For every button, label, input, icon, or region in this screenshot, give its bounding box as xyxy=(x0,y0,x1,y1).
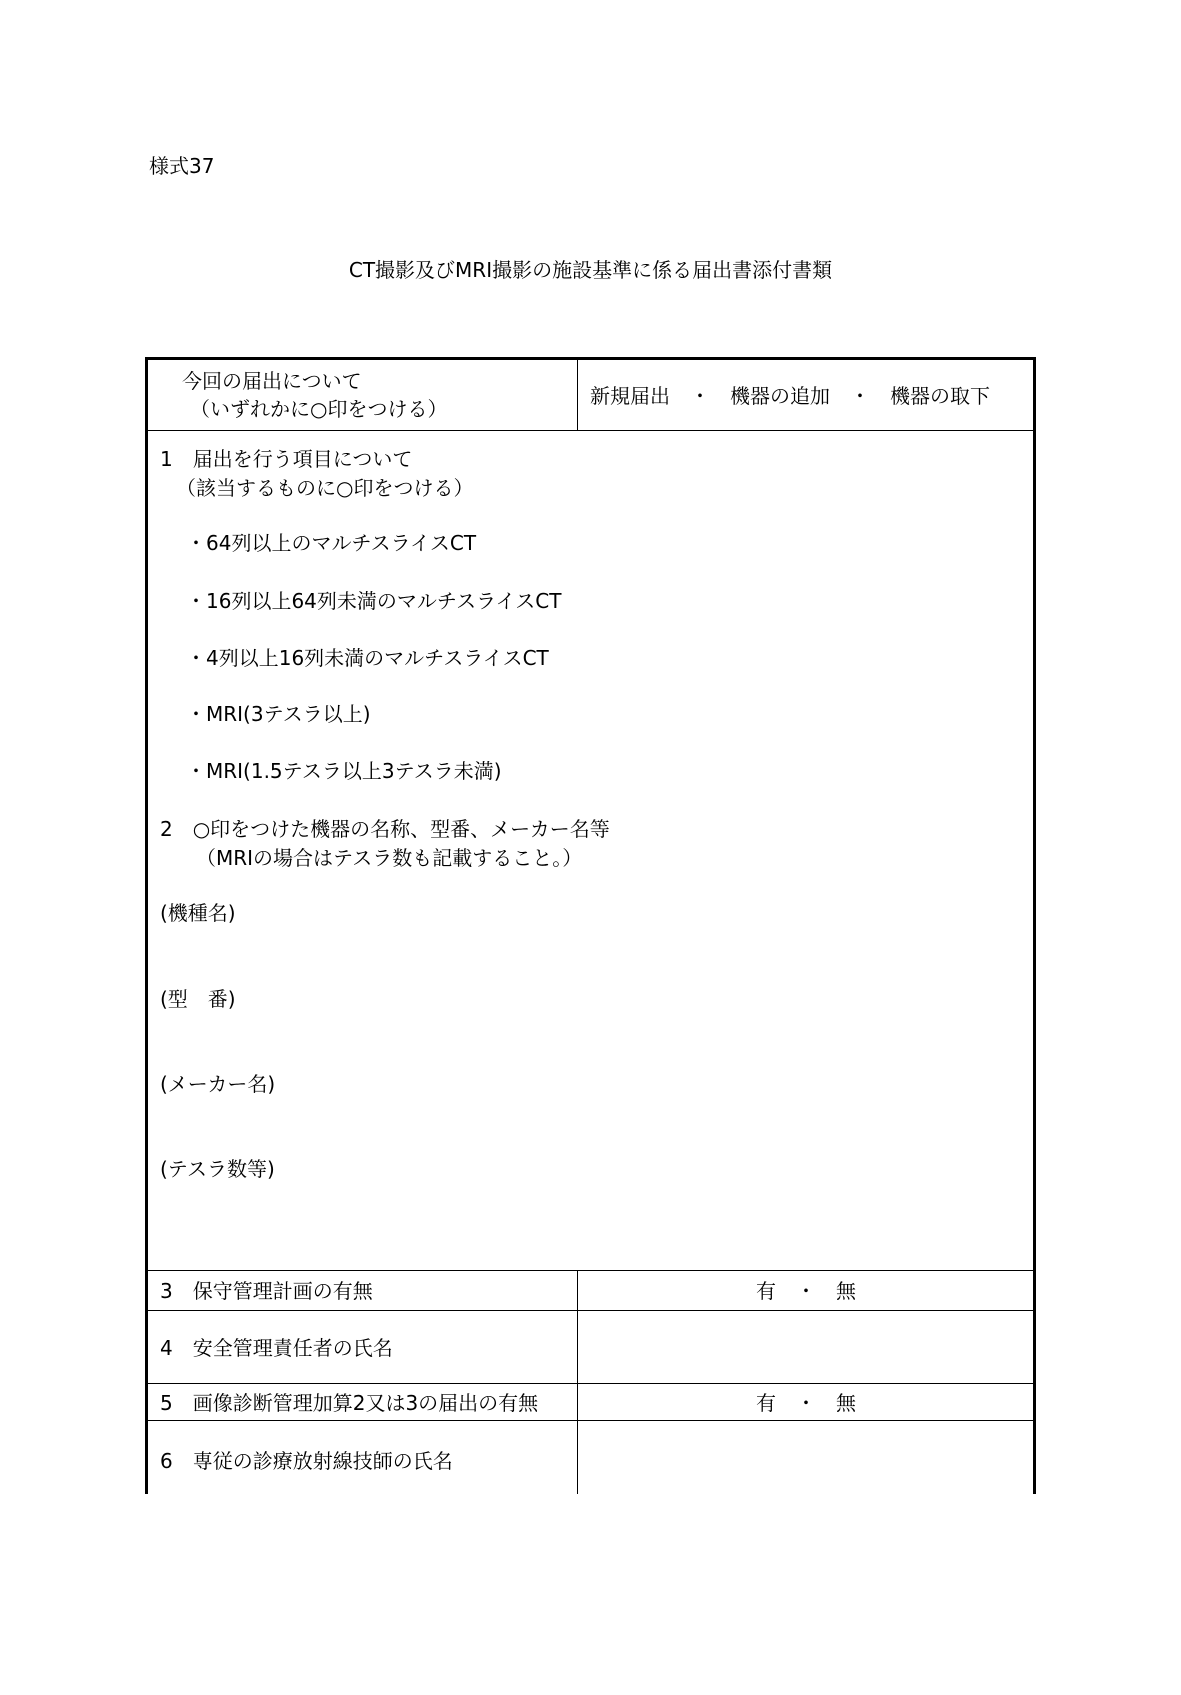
section2-heading: 2 ○印をつけた機器の名称、型番、メーカー名等 xyxy=(160,817,610,841)
mri-option-3t[interactable]: ・MRI(3テスラ以上) xyxy=(186,702,371,726)
row4-label: 4 安全管理責任者の氏名 xyxy=(160,1336,393,1360)
table-right-border xyxy=(1033,357,1036,1494)
section1-heading: 1 届出を行う項目について xyxy=(160,447,413,471)
field-model-number[interactable]: (型 番) xyxy=(160,987,236,1011)
row5-value[interactable]: 有 ・ 無 xyxy=(756,1391,856,1415)
table-left-border xyxy=(145,357,148,1494)
header-options[interactable]: 新規届出 ・ 機器の追加 ・ 機器の取下 xyxy=(590,384,990,408)
row-divider xyxy=(146,1270,1034,1271)
row-divider xyxy=(146,430,1034,431)
row6-label: 6 専従の診療放射線技師の氏名 xyxy=(160,1449,453,1473)
ct-option-4-16[interactable]: ・4列以上16列未満のマルチスライスCT xyxy=(186,646,549,670)
row3-label: 3 保守管理計画の有無 xyxy=(160,1279,373,1303)
header-label-line1: 今回の届出について xyxy=(182,369,362,393)
section1-subheading: （該当するものに○印をつける） xyxy=(176,476,474,500)
section2-subheading: （MRIの場合はテスラ数も記載すること。） xyxy=(196,846,583,870)
row-divider xyxy=(146,1310,1034,1311)
ct-option-16-64[interactable]: ・16列以上64列未満のマルチスライスCT xyxy=(186,589,562,613)
document-title: CT撮影及びMRI撮影の施設基準に係る届出書添付書類 xyxy=(348,258,833,282)
column-divider xyxy=(577,1270,578,1494)
field-tesla[interactable]: (テスラ数等) xyxy=(160,1157,275,1181)
ct-option-64[interactable]: ・64列以上のマルチスライスCT xyxy=(186,531,477,555)
field-model-name[interactable]: (機種名) xyxy=(160,901,236,925)
field-manufacturer[interactable]: (メーカー名) xyxy=(160,1072,276,1096)
row-divider xyxy=(146,1383,1034,1384)
row-divider xyxy=(146,1420,1034,1421)
header-label-line2: （いずれかに○印をつける） xyxy=(190,397,448,421)
form-number: 様式37 xyxy=(149,154,215,178)
table-top-border xyxy=(145,357,1036,360)
mri-option-1-5t[interactable]: ・MRI(1.5テスラ以上3テスラ未満) xyxy=(186,759,502,783)
row5-label: 5 画像診断管理加算2又は3の届出の有無 xyxy=(160,1391,539,1415)
row3-value[interactable]: 有 ・ 無 xyxy=(756,1279,856,1303)
column-divider xyxy=(577,358,578,430)
